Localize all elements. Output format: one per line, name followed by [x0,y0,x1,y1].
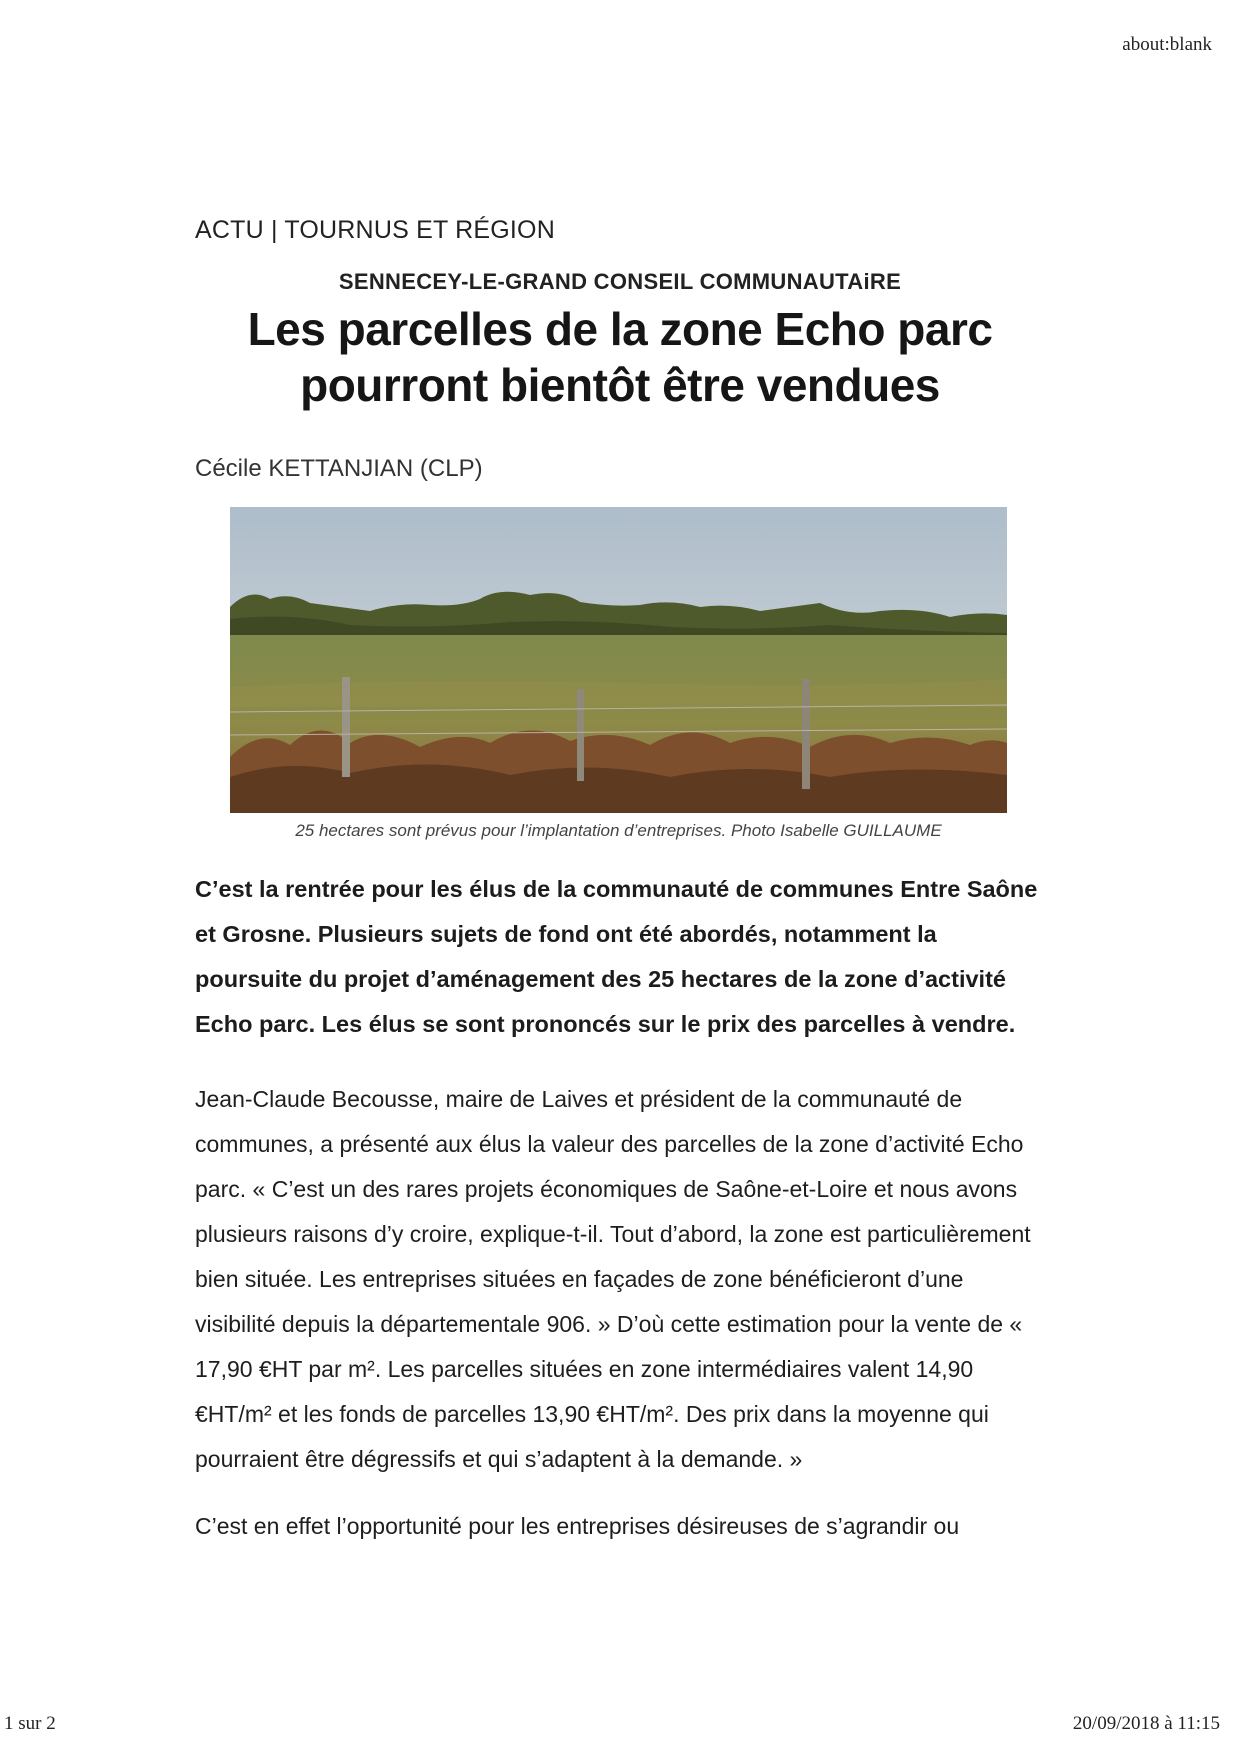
headline-line-1: Les parcelles de la zone Echo parc [247,303,993,355]
photo-caption: 25 hectares sont prévus pour l’implantation d’entreprises. Photo Isabelle GUILLAUME [295,821,942,840]
article-paragraph: C’est en effet l’opportunité pour les entreprises désireuses de s’agrandir ou [195,1513,960,1539]
headline-line-2: pourront bientôt être vendues [300,359,940,411]
print-timestamp: 20/09/2018 à 11:15 [1072,1713,1220,1734]
field-photo [230,507,1007,813]
article [195,216,1045,1549]
print-header-url: about:blank [1122,34,1212,55]
article-kicker: SENNECEY-LE-GRAND CONSEIL COMMUNAUTAiRE [338,269,902,294]
article-author: Cécile KETTANJIAN (CLP) [195,455,483,482]
article-figure [230,507,1007,841]
article-lead: C’est la rentrée pour les élus de la communauté de communes Entre Saône et Grosne. Plusieurs sujets de fond ont été abordés, notamment la poursuite du projet d’aménagement des 25 hectares de la zone d’activité Echo parc. Les élus se sont prononcés sur le prix des parcelles à vendre. [195,876,1038,1037]
print-page-number: 1 sur 2 [4,1713,56,1734]
article-paragraph: Jean-Claude Becousse, maire de Laives et président de la communauté de communes, a présenté aux élus la valeur des parcelles de la zone d’activité Echo parc. « C’est un des rares projets économiques de Saône-et-Loire et nous avons plusieurs raisons d’y croire, explique-t-il. Tout d’abord, la zone est particulièrement bien située. Les entreprises situées en façades de zone bénéficieront d’une visibilité depuis la départementale 906. » D’où cette estimation pour la vente de « 17,90 €HT par m². Les parcelles situées en zone intermédiaires valent 14,90 €HT/m² et les fonds de parcelles 13,90 €HT/m². Des prix dans la moyenne qui pourraient être dégressifs et qui s’adaptent à la demande. » [195,1086,1031,1472]
section-label: ACTU | TOURNUS ET RÉGION [195,216,555,244]
article-headline [195,301,1045,413]
